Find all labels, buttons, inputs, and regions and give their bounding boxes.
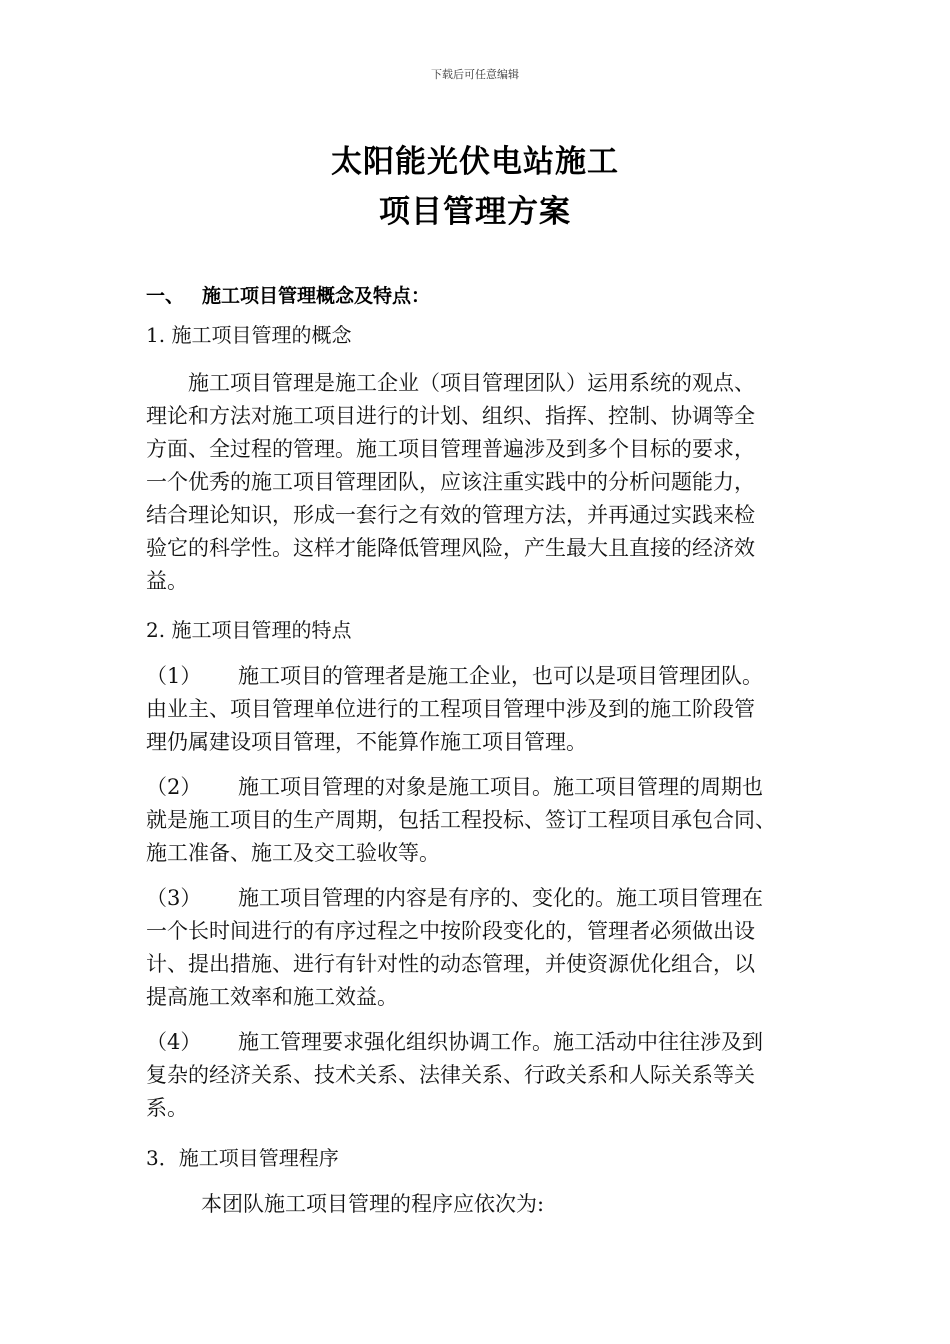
list-item-3-text: 施工项目管理的内容是有序的、变化的。施工项目管理在 bbox=[238, 886, 763, 910]
list-item-1-line-1 bbox=[146, 663, 763, 690]
section-1-number: 一、 bbox=[146, 285, 185, 307]
header-note: 下载后可任意编辑 bbox=[431, 68, 519, 81]
list-item-2-marker: （2） bbox=[146, 775, 202, 799]
list-item-3-line-1 bbox=[146, 885, 763, 912]
subsection-1-heading: 1. 施工项目管理的概念 bbox=[146, 323, 352, 347]
paragraph-line: 方面、全过程的管理。施工项目管理普遍涉及到多个目标的要求， bbox=[146, 437, 755, 461]
paragraph-line: 理论和方法对施工项目进行的计划、组织、指挥、控制、协调等全 bbox=[146, 404, 755, 428]
paragraph-line: 由业主、项目管理单位进行的工程项目管理中涉及到的施工阶段管 bbox=[146, 697, 755, 721]
list-item-4-text: 施工管理要求强化组织协调工作。施工活动中往往涉及到 bbox=[238, 1030, 763, 1054]
paragraph-line: 一个长时间进行的有序过程之中按阶段变化的，管理者必须做出设 bbox=[146, 919, 755, 943]
paragraph-line: 复杂的经济关系、技术关系、法律关系、行政关系和人际关系等关 bbox=[146, 1063, 755, 1087]
list-item-3-marker: （3） bbox=[146, 886, 202, 910]
section-1-heading bbox=[146, 281, 430, 308]
list-item-1-text: 施工项目的管理者是施工企业，也可以是项目管理团队。 bbox=[238, 664, 763, 688]
paragraph-line: 施工准备、施工及交工验收等。 bbox=[146, 841, 440, 865]
subsection-2-heading: 2. 施工项目管理的特点 bbox=[146, 618, 352, 642]
paragraph-line: 施工项目管理是施工企业（项目管理团队）运用系统的观点、 bbox=[188, 371, 755, 395]
paragraph-line: 提高施工效率和施工效益。 bbox=[146, 985, 398, 1009]
list-item-2-line-1 bbox=[146, 774, 763, 801]
paragraph-line: 一个优秀的施工项目管理团队，应该注重实践中的分析问题能力， bbox=[146, 470, 755, 494]
section-1-title: 施工项目管理概念及特点： bbox=[202, 285, 431, 307]
list-item-4-marker: （4） bbox=[146, 1030, 202, 1054]
paragraph-line: 理仍属建设项目管理，不能算作施工项目管理。 bbox=[146, 730, 587, 754]
document-title-line-2: 项目管理方案 bbox=[379, 194, 571, 230]
paragraph-line: 本团队施工项目管理的程序应依次为: bbox=[201, 1192, 545, 1216]
list-item-1-marker: （1） bbox=[146, 664, 202, 688]
paragraph-line: 系。 bbox=[146, 1096, 188, 1120]
document-title-line-1: 太阳能光伏电站施工 bbox=[331, 144, 619, 180]
list-item-4-line-1 bbox=[146, 1029, 763, 1056]
subsection-3-heading: 3．施工项目管理程序 bbox=[146, 1146, 339, 1170]
paragraph-line: 计、提出措施、进行有针对性的动态管理，并使资源优化组合，以 bbox=[146, 952, 755, 976]
list-item-2-text: 施工项目管理的对象是施工项目。施工项目管理的周期也 bbox=[238, 775, 763, 799]
paragraph-line: 益。 bbox=[146, 569, 188, 593]
paragraph-line: 就是施工项目的生产周期，包括工程投标、签订工程项目承包合同、 bbox=[146, 808, 776, 832]
paragraph-line: 结合理论知识，形成一套行之有效的管理方法，并再通过实践来检 bbox=[146, 503, 755, 527]
paragraph-line: 验它的科学性。这样才能降低管理风险，产生最大且直接的经济效 bbox=[146, 536, 755, 560]
